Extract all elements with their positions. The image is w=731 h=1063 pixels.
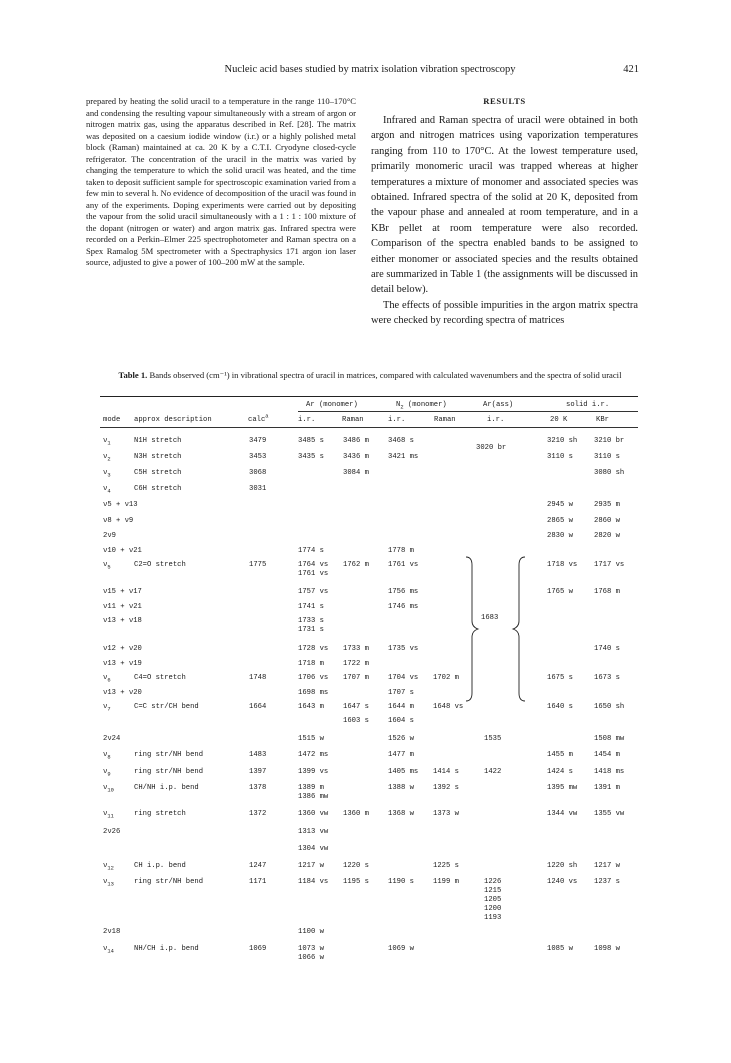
row-mode-index: 14	[107, 948, 114, 955]
cell-ar-raman: 3486 m	[343, 437, 369, 445]
row-mode	[103, 588, 142, 597]
cell-kbr: 3080 sh	[594, 469, 625, 477]
cell-ar-ir: 1399 vs	[298, 768, 329, 776]
row-mode-index: 5	[107, 564, 111, 571]
cell-calc: 1748	[249, 674, 267, 682]
cell-calc: 1378	[249, 784, 267, 792]
row-mode-symbol: ν13 + ν20	[103, 689, 142, 697]
cell-n2-raman: 1702 m	[433, 674, 459, 682]
group-header-ar-ass: Ar(ass)	[483, 401, 514, 409]
col-header-kbr: KBr	[596, 416, 609, 424]
cell-ar-raman: 1762 m	[343, 561, 369, 569]
cell-ar-raman: 1722 m	[343, 660, 369, 668]
cell-ar-ir: 1757 vs	[298, 588, 329, 596]
col-header-ass-ir: i.r.	[487, 416, 505, 424]
cell-kbr: 2860 w	[594, 517, 620, 525]
cell-desc: ring stretch	[134, 810, 186, 818]
row-mode	[103, 453, 111, 462]
cell-kbr: 3210 br	[594, 437, 625, 445]
cell-ar-ir: 1100 w	[298, 928, 324, 936]
cell-kbr: 1237 s	[594, 878, 620, 886]
cell-calc: 1069	[249, 945, 267, 953]
cell-ar-ir: 1184 vs	[298, 878, 329, 886]
cell-solid-20k: 3110 s	[547, 453, 573, 461]
cell-calc: 3031	[249, 485, 267, 493]
cell-n2-ir: 1368 w	[388, 810, 414, 818]
row-mode	[103, 810, 114, 819]
row-mode-symbol: 2ν18	[103, 928, 121, 936]
row-mode	[103, 928, 120, 937]
row-mode-symbol: ν	[103, 751, 108, 759]
col-header-calc	[248, 413, 269, 425]
cell-ar-raman: 3436 m	[343, 453, 369, 461]
cell-kbr: 1217 w	[594, 862, 620, 870]
cell-desc: C6H stretch	[134, 485, 182, 493]
row-mode-index: 10	[107, 787, 114, 794]
cell-ar-ir: 1774 s	[298, 547, 324, 555]
cell-ar-raman: 1707 m	[343, 674, 369, 682]
cell-n2-ir: 1761 vs	[388, 561, 419, 569]
cell-n2-ir: 1069 w	[388, 945, 414, 953]
cell-calc: 1171	[249, 878, 267, 886]
table-caption-label: Table 1.	[118, 370, 148, 380]
cell-solid-20k: 1675 s	[547, 674, 573, 682]
cell-desc: ring str/NH bend	[134, 878, 204, 886]
cell-ar-ir: 1741 s	[298, 603, 324, 611]
row-mode-symbol: ν13 + ν18	[103, 617, 142, 625]
row-mode	[103, 828, 120, 837]
row-mode-symbol: ν	[103, 703, 108, 711]
row-mode-symbol: ν	[103, 810, 108, 818]
cell-n2-ir: 1405 ms	[388, 768, 419, 776]
cell-n2-ir: 3468 s	[388, 437, 414, 445]
row-mode-index: 8	[107, 754, 111, 761]
row-mode-index: 2	[107, 456, 111, 463]
results-heading: RESULTS	[483, 96, 526, 106]
row-mode	[103, 603, 142, 612]
cell-calc: 1372	[249, 810, 267, 818]
row-mode-symbol: 2ν24	[103, 735, 121, 743]
row-mode	[103, 862, 114, 871]
col-header-ar-raman: Raman	[342, 416, 364, 424]
cell-ass-ir: 1226	[484, 878, 502, 886]
cell-n2-ir: 1388 w	[388, 784, 414, 792]
cell-kbr: 2935 m	[594, 501, 620, 509]
row-mode-symbol: ν15 + ν17	[103, 588, 142, 596]
cell-calc: 3453	[249, 453, 267, 461]
cell-ar-ir-second: 1761 vs	[298, 570, 329, 578]
cell-calc: 1247	[249, 862, 267, 870]
row-mode-index: 3	[107, 472, 111, 479]
row-mode-symbol: 2ν26	[103, 828, 121, 836]
cell-ass-ir-extra: 1200	[484, 905, 502, 913]
cell-desc: N3H stretch	[134, 453, 182, 461]
row-mode	[103, 485, 111, 494]
cell-kbr: 1391 m	[594, 784, 620, 792]
cell-ar-ir: 1217 w	[298, 862, 324, 870]
cell-kbr: 1717 vs	[594, 561, 625, 569]
cell-ar-ir: 1643 m	[298, 703, 324, 711]
cell-n2-ir: 1735 vs	[388, 645, 419, 653]
cell-n2-ir: 1644 m	[388, 703, 414, 711]
results-paragraph-2: The effects of possible impurities in the argon matrix spectra were checked by recording spectra of matrices	[371, 299, 638, 327]
row-mode	[103, 768, 111, 777]
row-mode-index: 13	[107, 881, 114, 888]
cell-solid-20k: 1640 s	[547, 703, 573, 711]
cell-kbr: 1768 m	[594, 588, 620, 596]
cell-kbr: 1418 ms	[594, 768, 625, 776]
cell-ar-raman: 1647 s	[343, 703, 369, 711]
cell-ar-ir: 1764 vs	[298, 561, 329, 569]
calc-label: calc	[248, 416, 266, 424]
row-mode	[103, 469, 111, 478]
row-mode-index: 9	[107, 771, 111, 778]
cell-kbr: 1098 w	[594, 945, 620, 953]
cell-solid-20k: 1718 vs	[547, 561, 578, 569]
cell-kbr: 1355 vw	[594, 810, 625, 818]
row-mode	[103, 735, 120, 744]
row-mode	[103, 751, 111, 760]
cell-ar-raman: 1360 m	[343, 810, 369, 818]
row-mode-index: 12	[107, 865, 114, 872]
row-mode	[103, 945, 114, 954]
col-header-ar-ir: i.r.	[298, 416, 316, 424]
cell-ar-ir-second: 1386 mw	[298, 793, 329, 801]
cell-solid-20k: 1395 mw	[547, 784, 578, 792]
row-mode-symbol: ν	[103, 485, 108, 493]
cell-ar-ir: 3485 s	[298, 437, 324, 445]
col-header-description: approx description	[134, 416, 212, 424]
group-header-ar-monomer: Ar (monomer)	[306, 401, 358, 409]
methods-paragraph: prepared by heating the solid uracil to a temperature in the range 110–170°C and condensing the resulting vapour simultaneously with a stream of argon or nitrogen matrix gas, using the apparatus described in Ref. [28]. The matrix was deposited on a caesium iodide window (i.r.) or a highly polished metal block (Raman) maintained at ca. 20 K by a C.T.I. Cryodyne closed-cycle refrigerator. The concentration of the uracil in the matrix was varied by changing the temperature to which the solid uracil was heated, and the time taken to deposit sufficient sample for spectroscopic examination varied from a few min to several h. No evidence of decomposition of the uracil was found in any of the experiments. Doping experiments were carried out by depositing the vapour from the solid uracil simultaneously with a 1 : 1 : 100 mixture of the dopant (nitrogen or water) and argon matrix gas. Infrared spectra were recorded on a Perkin–Elmer 225 spectrophotometer and Raman spectra on a Spex Ramalog 5M spectrometer with a Spectraphysics 171 argon ion laser source, adjusted to give a power of 100–200 mW at the sample.	[86, 96, 356, 267]
row-mode-symbol: ν10 + ν21	[103, 547, 142, 555]
group-header-solid-ir: solid i.r.	[566, 401, 610, 409]
row-mode	[103, 645, 142, 654]
row-mode	[103, 501, 138, 510]
row-mode	[103, 689, 142, 698]
cell-desc: N1H stretch	[134, 437, 182, 445]
row-mode-symbol: ν	[103, 945, 108, 953]
group-header-n2-monomer	[396, 401, 447, 410]
row-mode-index: 4	[107, 488, 111, 495]
cell-desc: CH i.p. bend	[134, 862, 186, 870]
cell-n2-raman: 1199 m	[433, 878, 459, 886]
cell-desc: ring str/NH bend	[134, 751, 204, 759]
cell-ar-raman-second: 1603 s	[343, 717, 369, 725]
cell-n2-ir: 1704 vs	[388, 674, 419, 682]
row-mode-symbol: ν	[103, 453, 108, 461]
row-mode	[103, 437, 111, 446]
cell-solid-20k: 1240 vs	[547, 878, 578, 886]
ar-ass-co-value: 1683	[481, 614, 499, 622]
n2-head-sub: 2	[400, 404, 404, 411]
cell-solid-20k: 2945 w	[547, 501, 573, 509]
cell-solid-20k: 2865 w	[547, 517, 573, 525]
cell-n2-ir: 1756 ms	[388, 588, 419, 596]
cell-n2-ir: 1778 m	[388, 547, 414, 555]
row-mode-symbol: ν12 + ν20	[103, 645, 142, 653]
cell-calc: 1483	[249, 751, 267, 759]
cell-solid-20k: 1085 w	[547, 945, 573, 953]
calc-footnote-mark: a	[265, 413, 269, 420]
cell-ar-raman: 1195 s	[343, 878, 369, 886]
cell-ar-ir: 1706 vs	[298, 674, 329, 682]
ar-ass-bracket-right	[464, 555, 482, 703]
cell-desc: NH/CH i.p. bend	[134, 945, 199, 953]
row-mode-symbol: ν	[103, 878, 108, 886]
cell-calc: 1664	[249, 703, 267, 711]
cell-ar-ir: 3435 s	[298, 453, 324, 461]
row-mode-symbol: ν11 + ν21	[103, 603, 142, 611]
cell-calc: 3068	[249, 469, 267, 477]
cell-n2-raman: 1414 s	[433, 768, 459, 776]
cell-ar-ir: 1472 ms	[298, 751, 329, 759]
row-mode	[103, 703, 111, 712]
cell-ass-ir: 1535	[484, 735, 502, 743]
row-mode-symbol: ν	[103, 784, 108, 792]
ar-ass-nh-value: 3020 br	[476, 444, 507, 452]
n2-head-pre: N	[396, 401, 401, 409]
cell-ass-ir-extra: 1215	[484, 887, 502, 895]
cell-n2-raman: 1648 vs	[433, 703, 464, 711]
cell-kbr: 1454 m	[594, 751, 620, 759]
cell-n2-ir: 1526 w	[388, 735, 414, 743]
row-mode-symbol: ν8 + ν9	[103, 517, 134, 525]
col-header-mode: mode	[103, 416, 121, 424]
row-mode-symbol: 2ν9	[103, 532, 116, 540]
row-mode-index: 7	[107, 706, 111, 713]
cell-ar-raman: 1220 s	[343, 862, 369, 870]
cell-ar-ir: 1718 m	[298, 660, 324, 668]
n2-head-post: (monomer)	[403, 401, 447, 409]
cell-ar-ir-second: 1731 s	[298, 626, 324, 634]
cell-n2-raman: 1392 s	[433, 784, 459, 792]
cell-calc: 1775	[249, 561, 267, 569]
cell-ar-raman: 1733 m	[343, 645, 369, 653]
row-mode	[103, 674, 111, 683]
cell-n2-ir: 1477 m	[388, 751, 414, 759]
row-mode	[103, 878, 114, 887]
cell-solid-20k: 3210 sh	[547, 437, 578, 445]
col-header-n2-raman: Raman	[434, 416, 456, 424]
cell-kbr: 3110 s	[594, 453, 620, 461]
cell-n2-ir-second: 1604 s	[388, 717, 414, 725]
row-mode-index: 11	[107, 813, 114, 820]
cell-solid-20k: 1455 m	[547, 751, 573, 759]
cell-n2-ir: 1746 ms	[388, 603, 419, 611]
cell-ar-ir: 1313 vw	[298, 828, 329, 836]
cell-ar-ir: 1360 vw	[298, 810, 329, 818]
cell-ar-ir: 1073 w	[298, 945, 324, 953]
cell-ass-ir: 1422	[484, 768, 502, 776]
cell-n2-raman: 1373 w	[433, 810, 459, 818]
cell-calc: 3479	[249, 437, 267, 445]
cell-ar-ir: 1304 vw	[298, 845, 329, 853]
row-mode	[103, 617, 142, 626]
cell-ass-ir-extra: 1205	[484, 896, 502, 904]
row-mode	[103, 517, 133, 526]
cell-n2-ir: 1707 s	[388, 689, 414, 697]
results-paragraph-1: Infrared and Raman spectra of uracil were obtained in both argon and nitrogen matrices using vaporization temperatures ranging from 110 to 170°C. At the lowest temperature used, primarily monomeric uracil was trapped whereas at higher temperatures a mixture of monomer and associated species was obtained. Infrared spectra of the solid at 20 K, deposited from the vapour phase and annealed at room temperature, and in a KBr pellet at room temperature were also recorded. Comparison of the spectra enabled bands to be assigned to either monomer or associated species and the results obtained are summarized in Table 1 (the assignments will be discussed in detail below).	[371, 115, 638, 296]
cell-solid-20k: 1765 w	[547, 588, 573, 596]
cell-desc: CH/NH i.p. bend	[134, 784, 199, 792]
running-head-title: Nucleic acid bases studied by matrix isolation vibration spectroscopy	[224, 64, 516, 75]
row-mode-symbol: ν	[103, 674, 108, 682]
row-mode-symbol: ν	[103, 768, 108, 776]
row-mode-symbol: ν13 + ν19	[103, 660, 142, 668]
cell-ar-raman: 3084 m	[343, 469, 369, 477]
cell-ar-ir: 1389 m	[298, 784, 324, 792]
cell-n2-ir: 3421 ms	[388, 453, 419, 461]
cell-ar-ir: 1733 s	[298, 617, 324, 625]
row-mode-symbol: ν	[103, 437, 108, 445]
cell-solid-20k: 1424 s	[547, 768, 573, 776]
page-number: 421	[623, 64, 639, 75]
cell-n2-ir: 1190 s	[388, 878, 414, 886]
cell-solid-20k: 2830 w	[547, 532, 573, 540]
cell-ass-ir-extra: 1193	[484, 914, 502, 922]
row-mode	[103, 547, 142, 556]
row-mode-symbol: ν	[103, 561, 108, 569]
table-caption-text: Bands observed (cm⁻¹) in vibrational spectra of uracil in matrices, compared with calculated wavenumbers and the spectra of solid uracil	[149, 370, 622, 380]
cell-desc: ring str/NH bend	[134, 768, 204, 776]
cell-desc: C4=O stretch	[134, 674, 186, 682]
cell-kbr: 1508 mw	[594, 735, 625, 743]
row-mode-symbol: ν	[103, 469, 108, 477]
cell-ar-ir: 1515 w	[298, 735, 324, 743]
row-mode-symbol: ν	[103, 862, 108, 870]
row-mode-symbol: ν5 + ν13	[103, 501, 138, 509]
cell-kbr: 2820 w	[594, 532, 620, 540]
cell-desc: C5H stretch	[134, 469, 182, 477]
cell-n2-raman: 1225 s	[433, 862, 459, 870]
row-mode-index: 6	[107, 677, 111, 684]
cell-kbr: 1650 sh	[594, 703, 625, 711]
cell-desc: C2=O stretch	[134, 561, 186, 569]
cell-kbr: 1673 s	[594, 674, 620, 682]
ar-ass-bracket-left	[509, 555, 527, 703]
row-mode	[103, 561, 111, 570]
row-mode	[103, 660, 142, 669]
col-header-n2-ir: i.r.	[388, 416, 406, 424]
cell-solid-20k: 1344 vw	[547, 810, 578, 818]
row-mode	[103, 784, 114, 793]
cell-solid-20k: 1220 sh	[547, 862, 578, 870]
col-header-20k: 20 K	[550, 416, 568, 424]
cell-calc: 1397	[249, 768, 267, 776]
row-mode	[103, 532, 116, 541]
row-mode-index: 1	[107, 440, 111, 447]
cell-ar-ir: 1698 ms	[298, 689, 329, 697]
cell-ar-ir: 1728 vs	[298, 645, 329, 653]
cell-ar-ir-second: 1066 w	[298, 954, 324, 962]
cell-desc: C=C str/CH bend	[134, 703, 199, 711]
cell-kbr: 1740 s	[594, 645, 620, 653]
